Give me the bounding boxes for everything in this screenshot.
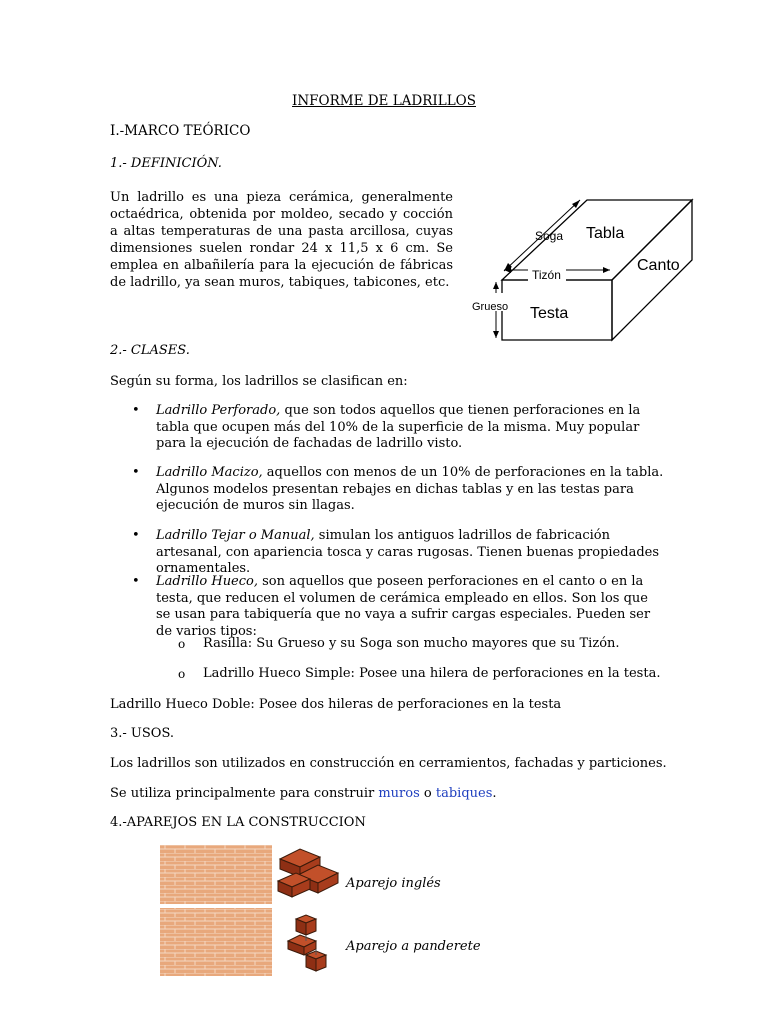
bullet-term: Ladrillo Perforado, [156,403,281,418]
usos-text-2 [110,785,497,802]
bullet-marker: • [132,403,140,418]
section-heading: I.-MARCO TEÓRICO [110,123,251,139]
sub-bullet-marker: o [178,637,186,651]
usos-heading: 3.- USOS. [110,726,175,741]
sub-list-item: Ladrillo Hueco Simple: Posee una hilera de perforaciones en la testa. [203,666,661,681]
bullet-text: que son todos aquellos que tienen perforaciones en la tabla que ocupen más del 10% de la superficie de la misma. Muy popular para la ejecución de fachadas de ladrillo visto. [156,403,641,451]
testa-label: Testa [530,305,569,322]
canto-label: Canto [637,257,680,274]
aparejo-ingles-caption: Aparejo inglés [346,876,441,891]
tizon-label: Tizón [532,268,561,282]
bullet-term: Ladrillo Macizo, [156,465,263,480]
clases-heading: 2.- CLASES. [110,343,190,358]
panderete-wall [160,908,272,976]
english-bond-wall [160,845,272,904]
usos-text-post: . [492,786,497,801]
grueso-label: Grueso [472,301,509,313]
bullet-term: Ladrillo Hueco, [156,574,258,589]
aparejos-illustration [160,845,340,977]
bullet-text: aquellos con menos de un 10% de perforaciones en la tabla. Algunos modelos presentan rebajes en dichas tablas y en las testas para ejecución de muros sin llagas. [156,465,664,513]
list-item [156,403,666,453]
definicion-paragraph: Un ladrillo es una pieza cerámica, generalmente octaédrica, obtenida por moldeo, secado y cocción a altas temperaturas de una pasta arcillosa, cuyas dimensiones suelen rondar 24 x 11,5 x 6 cm. Se emplea en albañilería para la ejecución de fábricas de ladrillo, ya sean muros, tabiques, tabicones, etc. [110,190,453,290]
tabla-label: Tabla [586,225,625,242]
bullet-text: son aquellos que poseen perforaciones en el canto o en la testa, que reducen el volumen de cerámica empleado en ellos. Son los que se usan para tabiquería que no vaya a sufrir cargas especiales. Pueden ser de varios tipos: [156,574,651,639]
bullet-text: simulan los antiguos ladrillos de fabricación artesanal, con apariencia tosca y caras rugosas. Tienen buenas propiedades ornamentales. [156,528,660,576]
aparejo-panderete-caption: Aparejo a panderete [346,939,481,954]
list-item [156,528,666,578]
panderete-bricks [288,915,326,971]
tizon-arrowhead [603,267,610,273]
hueco-doble-line: Ladrillo Hueco Doble: Posee dos hileras de perforaciones en la testa [110,697,562,712]
english-bond-bricks [278,849,338,897]
sub-list-item: Rasilla: Su Grueso y su Soga son mucho mayores que su Tizón. [203,636,620,651]
muros-link[interactable]: muros [378,786,420,801]
soga-label: Soga [535,229,564,243]
list-item [156,574,666,640]
bullet-marker: • [132,528,140,543]
bullet-marker: • [132,574,140,589]
bullet-term: Ladrillo Tejar o Manual, [156,528,315,543]
bullet-marker: • [132,465,140,480]
aparejos-heading: 4.-APAREJOS EN LA CONSTRUCCION [110,815,366,830]
usos-text: Los ladrillos son utilizados en construcción en cerramientos, fachadas y particiones. [110,756,667,771]
grueso-arrowhead [493,331,499,338]
usos-text-pre: Se utiliza principalmente para construir [110,786,379,801]
tabiques-link[interactable]: tabiques [435,786,493,801]
sub-bullet-marker: o [178,667,186,681]
clases-intro: Según su forma, los ladrillos se clasifican en: [110,374,408,389]
list-item [156,465,666,515]
brick-dimensions-diagram [472,185,692,345]
grueso-arrowhead [493,282,499,289]
definicion-heading: 1.- DEFINICIÓN. [110,156,222,171]
page-title: INFORME DE LADRILLOS [292,93,476,109]
usos-text-mid: o [419,786,436,801]
